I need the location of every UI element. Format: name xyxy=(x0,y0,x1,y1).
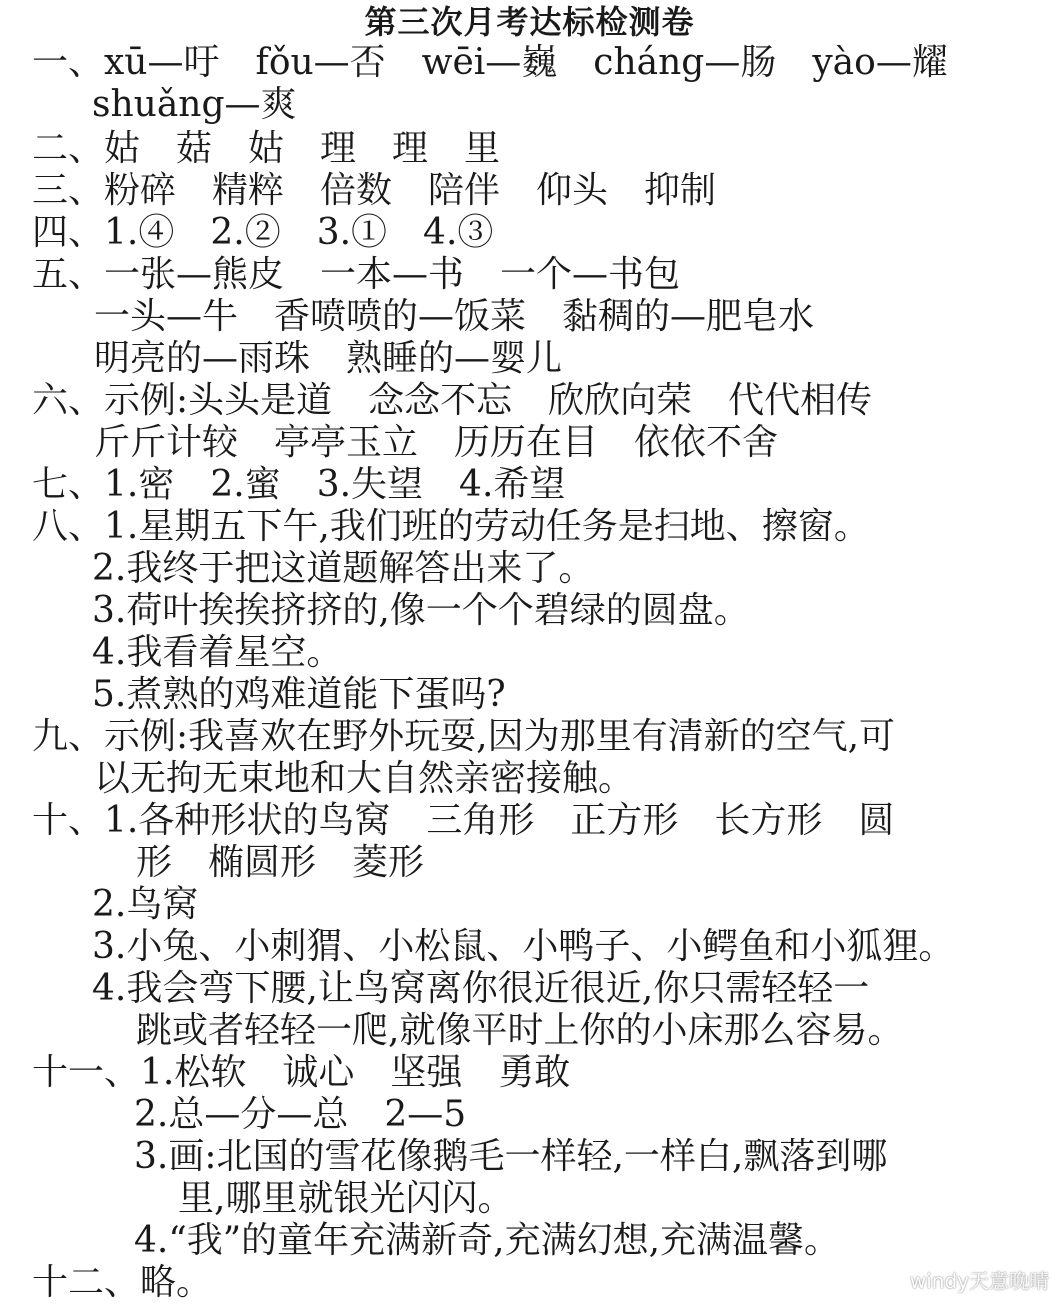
answer-line: 跳或者轻轻一爬,就像平时上你的小床那么容易。 xyxy=(136,1010,904,1051)
answer-line: 十一、1.松软 诚心 坚强 勇敢 xyxy=(32,1052,571,1093)
answer-line: 一头—牛 香喷喷的—饭菜 黏稠的—肥皂水 xyxy=(94,296,815,337)
answer-line: 斤斤计较 亭亭玉立 历历在目 依依不舍 xyxy=(94,422,779,463)
answer-line: 十二、略。 xyxy=(32,1262,213,1303)
answer-line: shuǎng—爽 xyxy=(92,84,297,125)
answer-line: 4.我会弯下腰,让鸟窝离你很近很近,你只需轻轻一 xyxy=(92,968,870,1009)
answer-line: 2.总—分—总 2—5 xyxy=(134,1094,467,1135)
answer-line: 九、示例:我喜欢在野外玩耍,因为那里有清新的空气,可 xyxy=(32,716,896,757)
answer-line: 5.煮熟的鸡难道能下蛋吗? xyxy=(92,674,506,715)
answer-line: 2.鸟窝 xyxy=(92,884,199,925)
answer-line: 3.荷叶挨挨挤挤的,像一个个碧绿的圆盘。 xyxy=(92,590,750,631)
answer-line: 2.我终于把这道题解答出来了。 xyxy=(92,548,595,589)
answer-line: 3.小兔、小刺猬、小松鼠、小鸭子、小鳄鱼和小狐狸。 xyxy=(92,926,955,967)
watermark-text: windy天意晚晴 xyxy=(909,1269,1049,1293)
page-title: 第三次月考达标检测卷 xyxy=(364,3,695,41)
answer-line: 十、1.各种形状的鸟窝 三角形 正方形 长方形 圆 xyxy=(32,800,895,841)
answer-line: 五、一张—熊皮 一本—书 一个—书包 xyxy=(32,254,681,295)
answer-line: 六、示例:头头是道 念念不忘 欣欣向荣 代代相传 xyxy=(32,380,873,421)
answer-line: 以无拘无束地和大自然亲密接触。 xyxy=(94,758,635,799)
answer-line: 形 椭圆形 菱形 xyxy=(136,842,425,883)
answer-line: 七、1.密 2.蜜 3.失望 4.希望 xyxy=(32,464,566,505)
answer-line: 4.我看着星空。 xyxy=(92,632,343,673)
answer-line: 三、粉碎 精粹 倍数 陪伴 仰头 抑制 xyxy=(32,170,717,211)
answer-line: 四、1.④ 2.② 3.① 4.③ xyxy=(32,212,494,253)
answer-line: 二、姑 菇 姑 理 理 里 xyxy=(32,128,501,169)
answer-line: 八、1.星期五下午,我们班的劳动任务是扫地、擦窗。 xyxy=(32,506,870,547)
answer-line: 3.画:北国的雪花像鹅毛一样轻,一样白,飘落到哪 xyxy=(134,1136,888,1177)
answer-line: 一、xū—吁 fǒu—否 wēi—巍 cháng—肠 yào—耀 xyxy=(32,42,948,83)
answer-line: 明亮的—雨珠 熟睡的—婴儿 xyxy=(94,338,563,379)
answer-line: 4.“我”的童年充满新奇,充满幻想,充满温馨。 xyxy=(134,1220,841,1261)
answer-line: 里,哪里就银光闪闪。 xyxy=(178,1178,514,1219)
